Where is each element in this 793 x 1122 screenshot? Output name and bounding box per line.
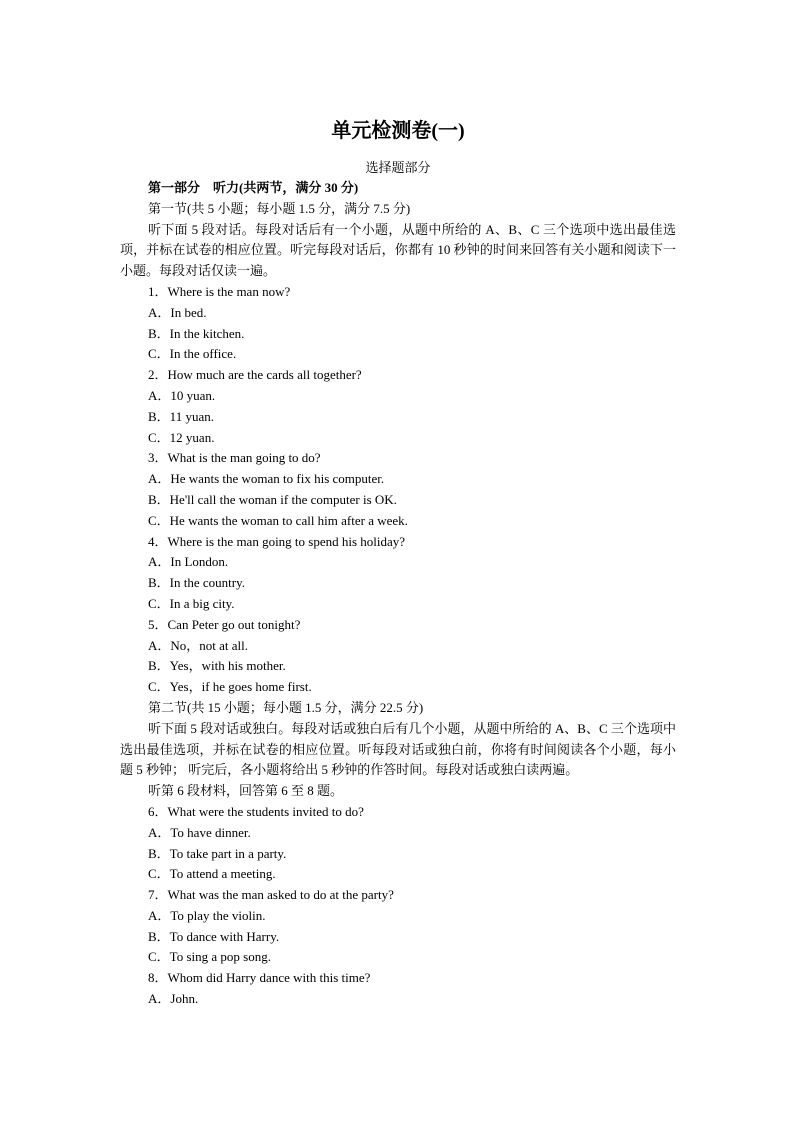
question-6-option-c: C．To attend a meeting.: [148, 866, 276, 882]
material-6-note: 听第 6 段材料，回答第 6 至 8 题。: [148, 783, 344, 799]
question-4-option-a: A．In London.: [148, 554, 229, 570]
question-1-option-c: C．In the office.: [148, 346, 237, 362]
question-6-option-a: A．To have dinner.: [148, 824, 251, 840]
question-8: 8．Whom did Harry dance with this time?: [148, 970, 371, 986]
question-7-option-a: A．To play the violin.: [148, 907, 266, 923]
question-5-option-c: C．Yes，if he goes home first.: [148, 679, 312, 695]
document-body: [120, 178, 676, 1010]
section1-heading: 第一节(共 5 小题；每小题 1.5 分，满分 7.5 分): [148, 200, 411, 216]
question-4: 4．Where is the man going to spend his holiday?: [148, 533, 406, 549]
question-1-option-a: A．In bed.: [148, 304, 207, 320]
section2-heading: 第二节(共 15 小题；每小题 1.5 分，满分 22.5 分): [148, 699, 424, 715]
question-5-option-a: A．No，not at all.: [148, 637, 249, 653]
question-6: 6．What were the students invited to do?: [148, 803, 364, 819]
question-2-option-c: C．12 yuan.: [148, 429, 215, 445]
question-3-option-b: B．He'll call the woman if the computer is OK.: [148, 491, 397, 507]
question-2-option-b: B．11 yuan.: [148, 408, 214, 424]
page-subtitle: 选择题部分: [365, 160, 431, 175]
question-8-option-a: A．John.: [148, 991, 199, 1007]
question-2-option-a: A．10 yuan.: [148, 387, 216, 403]
question-1: 1．Where is the man now?: [148, 283, 291, 299]
question-7-option-c: C．To sing a pop song.: [148, 949, 271, 965]
question-2: 2．How much are the cards all together?: [148, 367, 362, 383]
question-4-option-b: B．In the country.: [148, 575, 245, 591]
question-3-option-c: C．He wants the woman to call him after a week.: [148, 512, 408, 528]
question-7-option-b: B．To dance with Harry.: [148, 928, 280, 944]
part1-heading: 第一部分 听力(共两节，满分 30 分): [148, 180, 359, 195]
question-7: 7．What was the man asked to do at the party?: [148, 887, 394, 903]
question-5: 5．Can Peter go out tonight?: [148, 616, 301, 632]
question-3-option-a: A．He wants the woman to fix his computer.: [148, 471, 385, 487]
question-1-option-b: B．In the kitchen.: [148, 325, 245, 341]
question-6-option-b: B．To take part in a party.: [148, 845, 287, 861]
question-4-option-c: C．In a big city.: [148, 595, 235, 611]
page-title: 单元检测卷(一): [331, 120, 465, 142]
question-3: 3．What is the man going to do?: [148, 450, 321, 466]
question-5-option-b: B．Yes，with his mother.: [148, 658, 286, 674]
section1-instructions: 听下面 5 段对话。每段对话后有一个小题，从题中所给的 A、B、C 三个选项中选出最佳选项，并标在试卷的相应位置。听完每段对话后，你都有 10 秒钟的时间来回答有关小题和阅读下一小题。每段对话仅读一遍。: [120, 221, 676, 279]
section2-instructions: 听下面 5 段对话或独白。每段对话或独白后有几个小题，从题中所给的 A、B、C 三个选项中选出最佳选项，并标在试卷的相应位置。听每段对话或独白前，你将有时间阅读各个小题，每小题 5 秒钟； 听完后，各小题将给出 5 秒钟的作答时间。每段对话或独白读两遍。: [120, 720, 676, 778]
